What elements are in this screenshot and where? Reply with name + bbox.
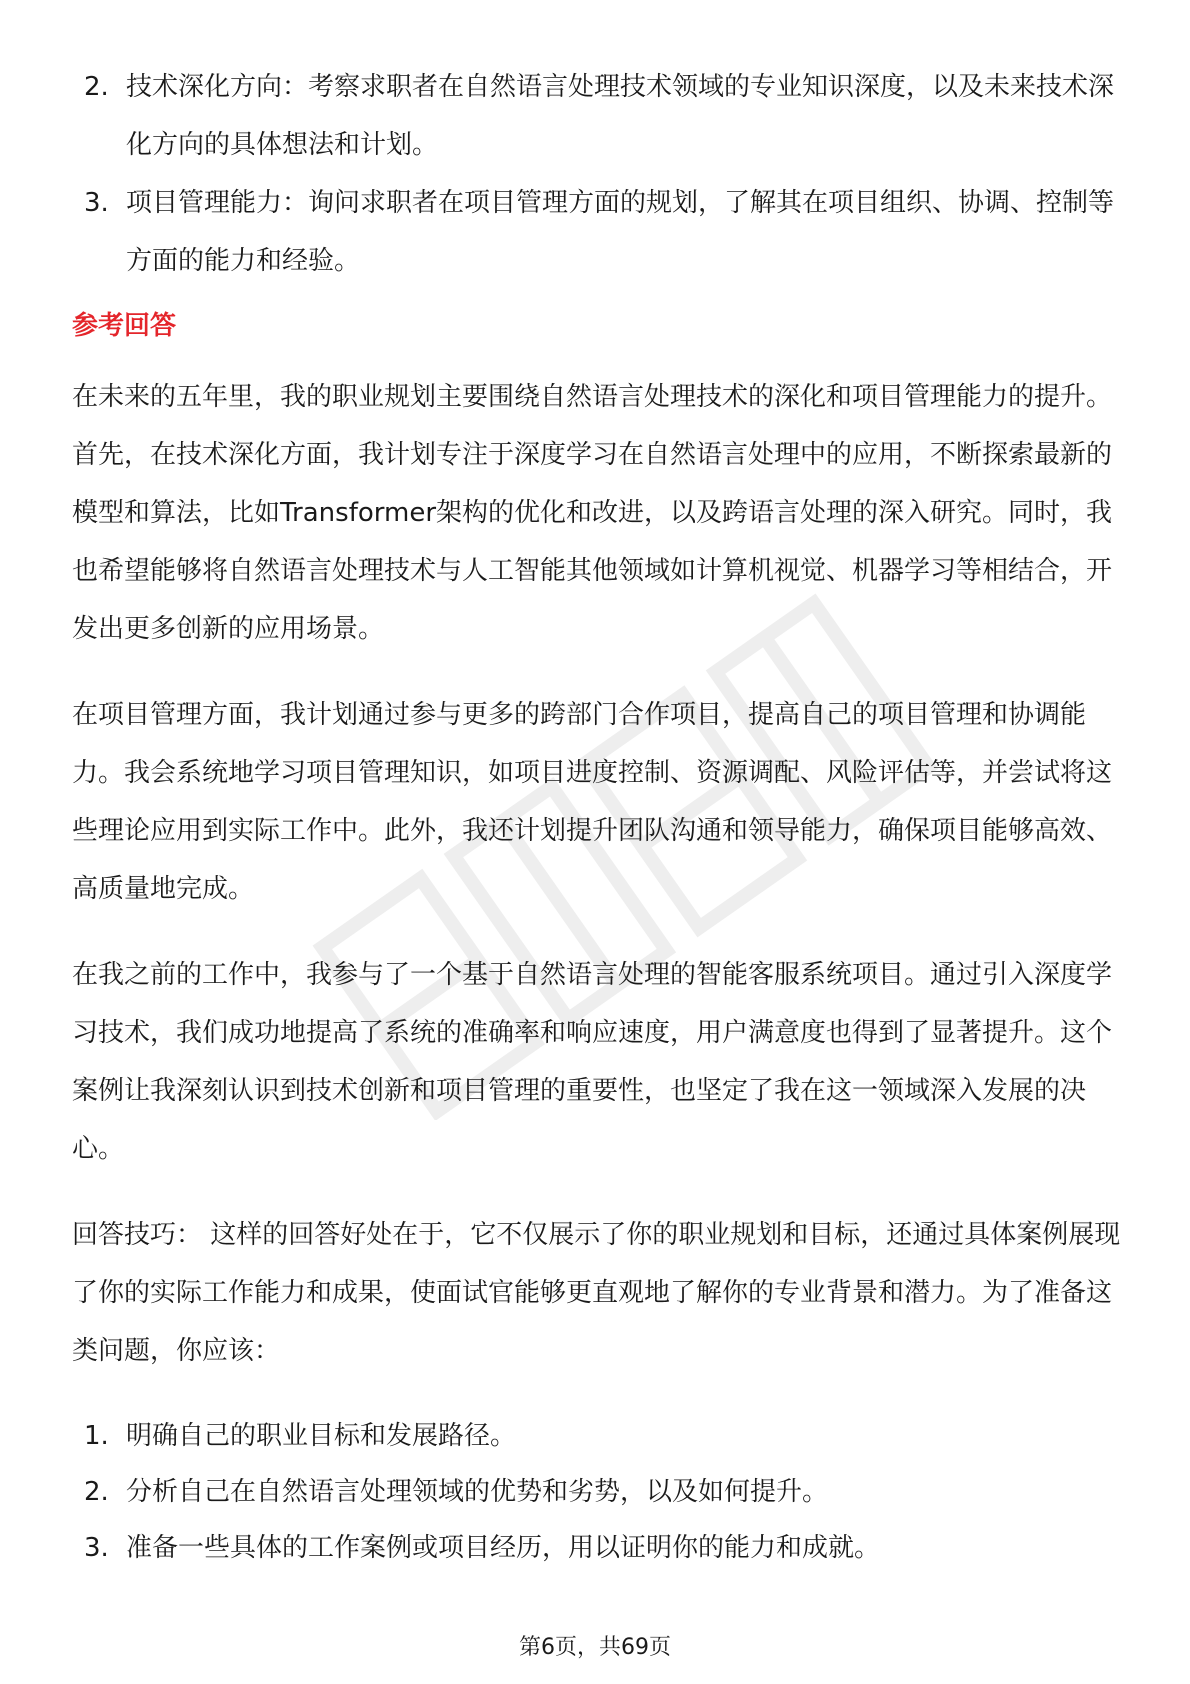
list-number: 2.	[84, 72, 109, 102]
list-text: 技术深化方向：考察求职者在自然语言处理技术领域的专业知识深度，以及未来技术深化方向的具体想法和计划。	[126, 72, 1115, 160]
top-list	[72, 58, 1122, 290]
paragraph-tips: 回答技巧： 这样的回答好处在于，它不仅展示了你的职业规划和目标，还通过具体案例展现了你的实际工作能力和成果，使面试官能够更直观地了解你的专业背景和潜力。为了准备这类问题，你应该：	[72, 1220, 1121, 1366]
list-text: 明确自己的职业目标和发展路径。	[126, 1421, 517, 1451]
list-item	[72, 174, 1122, 290]
paragraph: 在项目管理方面，我计划通过参与更多的跨部门合作项目，提高自己的项目管理和协调能力。我会系统地学习项目管理知识，如项目进度控制、资源调配、风险评估等，并尝试将这些理论应用到实际工作中。此外，我还计划提升团队沟通和领导能力，确保项目能够高效、高质量地完成。	[72, 700, 1113, 904]
list-number: 2.	[84, 1477, 109, 1507]
list-item	[72, 58, 1122, 174]
list-number: 3.	[84, 188, 109, 218]
section-heading: 参考回答	[72, 311, 177, 341]
list-number: 1.	[84, 1421, 109, 1451]
list-number: 3.	[84, 1533, 109, 1563]
page-footer: 第6页，共69页	[519, 1635, 671, 1660]
list-item	[72, 1520, 1122, 1576]
list-item	[72, 1464, 1122, 1520]
paragraph: 在我之前的工作中，我参与了一个基于自然语言处理的智能客服系统项目。通过引入深度学习技术，我们成功地提高了系统的准确率和响应速度，用户满意度也得到了显著提升。这个案例让我深刻认识到技术创新和项目管理的重要性，也坚定了我在这一领域深入发展的决心。	[72, 960, 1113, 1164]
paragraph: 在未来的五年里，我的职业规划主要围绕自然语言处理技术的深化和项目管理能力的提升。首先，在技术深化方面，我计划专注于深度学习在自然语言处理中的应用，不断探索最新的模型和算法，比如Transformer架构的优化和改进，以及跨语言处理的深入研究。同时，我也希望能够将自然语言处理技术与人工智能其他领域如计算机视觉、机器学习等相结合，开发出更多创新的应用场景。	[72, 382, 1113, 644]
page-content	[72, 58, 1122, 1576]
list-text: 项目管理能力：询问求职者在项目管理方面的规划，了解其在项目组织、协调、控制等方面的能力和经验。	[126, 188, 1115, 276]
bottom-list	[72, 1408, 1122, 1576]
list-item	[72, 1408, 1122, 1464]
list-text: 准备一些具体的工作案例或项目经历，用以证明你的能力和成就。	[126, 1533, 881, 1563]
list-text: 分析自己在自然语言处理领域的优势和劣势，以及如何提升。	[126, 1477, 829, 1507]
